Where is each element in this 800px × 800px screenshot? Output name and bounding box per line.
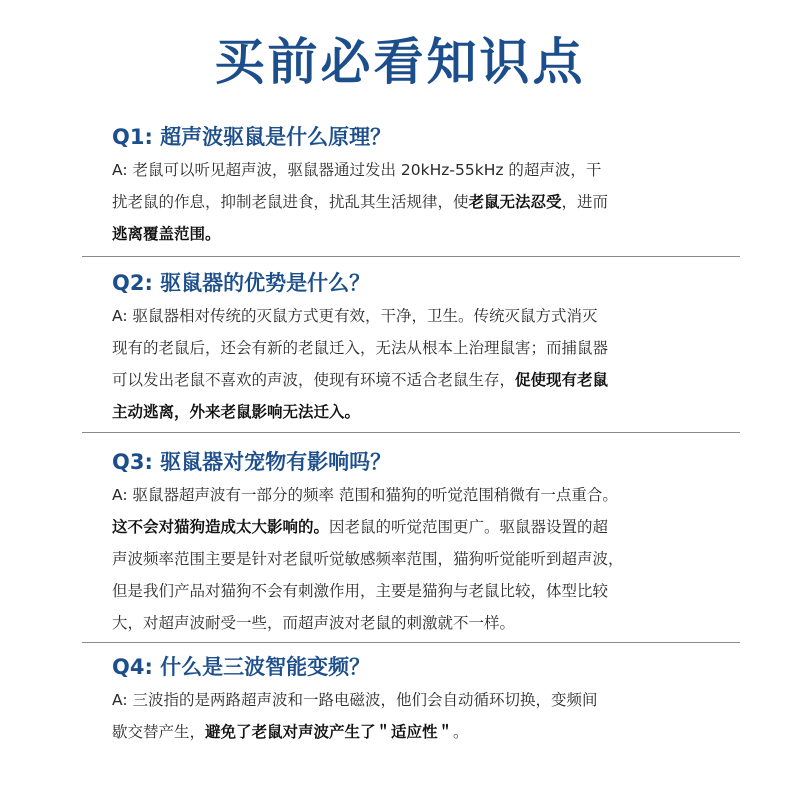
page-title: 买前必看知识点 [214,33,586,91]
qa-section-q3 [112,445,732,639]
answer-line: A: 驱鼠器超声波有一部分的频率 范围和猫狗的听觉范围稍微有一点重合。 [112,486,618,504]
answer-highlight: 避免了老鼠对声波产生了＂适应性＂ [205,723,454,741]
answer-segment: 因老鼠的听觉范围更广。驱鼠器设置的超 [329,518,609,536]
answer-line: A: 三波指的是两路超声波和一路电磁波，他们会自动循环切换，变频间 [112,691,598,709]
answer-text [112,300,732,428]
section-divider [82,432,740,433]
qa-section-q4 [112,650,732,748]
answer-highlight: 这不会对猫狗造成太大影响的。 [112,518,330,536]
answer-line: 但是我们产品对猫狗不会有刺激作用，主要是猫狗与老鼠比较，体型比较 [112,582,609,600]
section-divider [82,256,740,257]
answer-line [112,716,732,748]
question-heading: Q4: 什么是三波智能变频？ [112,655,371,679]
answer-line: 现有的老鼠后，还会有新的老鼠迁入，无法从根本上治理鼠害；而捕鼠器 [112,339,609,357]
answer-line: A: 驱鼠器相对传统的灭鼠方式更有效，干净，卫生。传统灭鼠方式消灭 [112,307,598,325]
answer-highlight: 老鼠无法忍受 [468,193,562,211]
answer-highlight: 逃离覆盖范围。 [112,225,221,243]
answer-line [112,218,732,250]
qa-section-q1 [112,120,732,250]
answer-segment: 。 [453,723,469,741]
answer-line [112,511,732,543]
answer-line [112,364,732,396]
answer-highlight: 促使现有老鼠 [515,371,609,389]
answer-line: 大，对超声波耐受一些，而超声波对老鼠的刺激就不一样。 [112,614,516,632]
answer-line [112,396,732,428]
answer-line: A: 老鼠可以听见超声波，驱鼠器通过发出 20kHz-55kHz 的超声波，干 [112,161,602,179]
answer-text [112,479,732,639]
answer-line [112,186,732,218]
answer-text [112,684,732,748]
answer-highlight: 主动逃离，外来老鼠影响无法迁入。 [112,403,361,421]
section-divider [82,642,740,643]
question-heading: Q2: 驱鼠器的优势是什么？ [112,271,371,295]
answer-line: 声波频率范围主要是针对老鼠听觉敏感频率范围，猫狗听觉能听到超声波， [112,550,624,568]
answer-segment: ，进而 [561,193,609,211]
answer-segment: 可以发出老鼠不喜欢的声波，使现有环境不适合老鼠生存， [112,371,516,389]
answer-segment: 扰老鼠的作息，抑制老鼠进食，扰乱其生活规律，使 [112,193,469,211]
answer-segment: 歇交替产生， [112,723,206,741]
answer-text [112,154,732,250]
question-heading: Q3: 驱鼠器对宠物有影响吗？ [112,450,392,474]
question-heading: Q1: 超声波驱鼠是什么原理？ [112,125,392,149]
qa-section-q2 [112,266,732,428]
